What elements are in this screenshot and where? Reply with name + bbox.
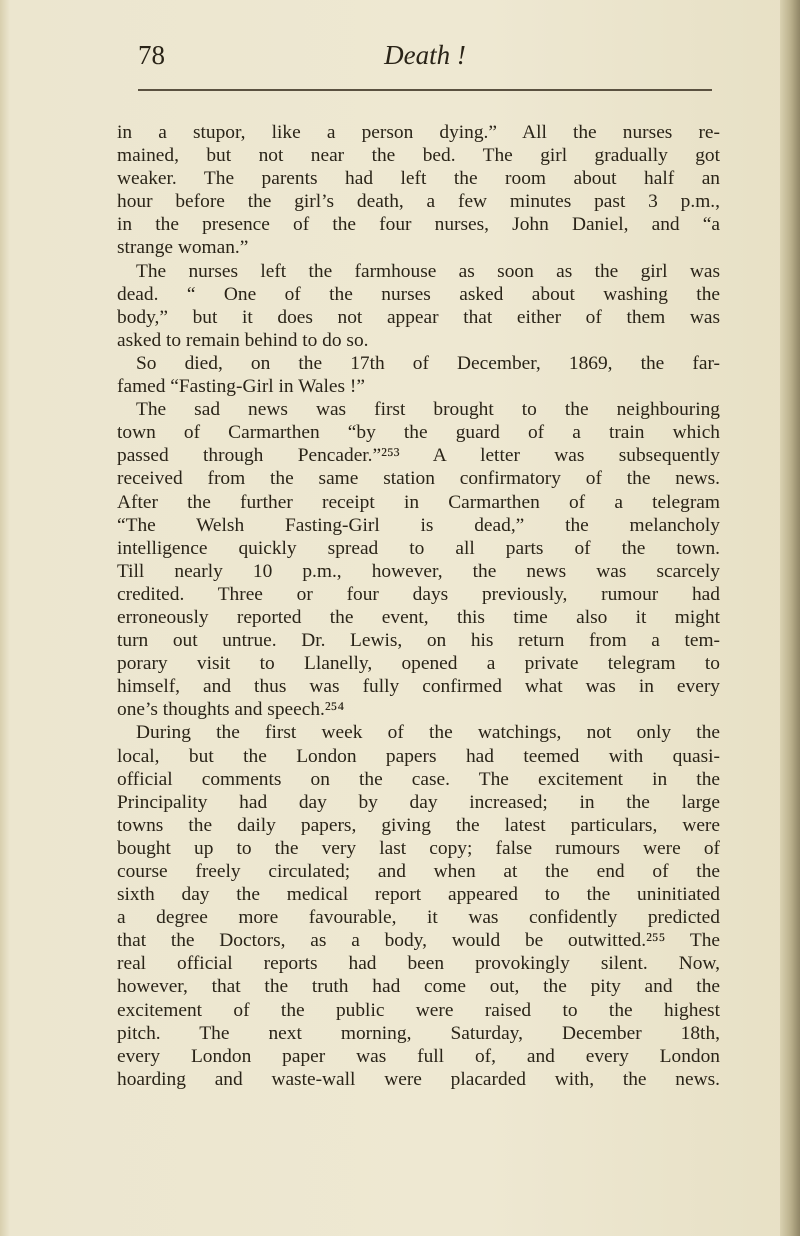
text-line: course freely circulated; and when at the end of the: [117, 861, 720, 882]
text-line: that the Doctors, as a body, would be outwitted.²⁵⁵ The: [117, 930, 720, 952]
text-line: erroneously reported the event, this time also it might: [117, 606, 720, 628]
text-line: one’s thoughts and speech.²⁵⁴: [117, 699, 345, 721]
text-line: dead. “ One of the nurses asked about washing the: [117, 283, 720, 305]
text-line: The nurses left the farmhouse as soon as the girl was: [136, 260, 720, 282]
running-head: [138, 38, 712, 78]
page-gutter-shadow: [0, 0, 10, 1236]
text-line: Till nearly 10 p.m., however, the news was scarcely: [117, 560, 720, 582]
text-line: porary visit to Llanelly, opened a private telegram to: [117, 653, 720, 675]
text-line: bought up to the very last copy; false rumours were of: [117, 837, 720, 859]
text-line: Principality had day by day increased; in the large: [117, 791, 720, 813]
text-line: passed through Pencader.”²⁵³ A letter was subsequently: [117, 445, 720, 467]
text-line: official comments on the case. The excitement in the: [117, 768, 720, 790]
running-title: Death !: [384, 40, 466, 70]
text-line: The sad news was first brought to the neighbouring: [136, 399, 720, 421]
text-line: asked to remain behind to do so.: [117, 329, 369, 351]
text-line: excitement of the public were raised to the highest: [117, 999, 720, 1021]
text-line: himself, and thus was fully confirmed what was in every: [117, 676, 720, 698]
text-line: local, but the London papers had teemed with quasi-: [117, 745, 720, 767]
text-line: mained, but not near the bed. The girl gradually got: [117, 145, 720, 167]
text-line: famed “Fasting-Girl in Wales !”: [117, 376, 365, 398]
text-line: sixth day the medical report appeared to the uninitiated: [117, 884, 720, 906]
text-line: During the first week of the watchings, not only the: [136, 722, 720, 744]
text-line: every London paper was full of, and every London: [117, 1045, 720, 1067]
text-line: body,” but it does not appear that either of them was: [117, 306, 720, 328]
text-line: pitch. The next morning, Saturday, December 18th,: [117, 1022, 720, 1044]
text-line: turn out untrue. Dr. Lewis, on his return from a tem-: [117, 630, 720, 652]
body-text: [117, 121, 720, 1091]
text-line: a degree more favourable, it was confidently predicted: [117, 907, 720, 929]
text-line: credited. Three or four days previously, rumour had: [117, 583, 720, 605]
page-number: 78: [138, 40, 165, 70]
text-line: towns the daily papers, giving the latest particulars, were: [117, 814, 720, 836]
text-line: in a stupor, like a person dying.” All the nurses re-: [117, 122, 720, 143]
page-edge-shadow: [780, 0, 800, 1236]
text-line: “The Welsh Fasting-Girl is dead,” the melancholy: [117, 514, 720, 536]
text-line: hour before the girl’s death, a few minutes past 3 p.m.,: [117, 191, 720, 213]
header-rule: [138, 89, 712, 91]
text-line: intelligence quickly spread to all parts of the town.: [117, 537, 720, 559]
text-line: So died, on the 17th of December, 1869, the far-: [136, 352, 720, 374]
text-line: however, that the truth had come out, the pity and the: [117, 976, 720, 998]
text-line: real official reports had been provokingly silent. Now,: [117, 953, 720, 975]
text-line: hoarding and waste-wall were placarded with, the news.: [117, 1068, 720, 1090]
text-line: received from the same station confirmatory of the news.: [117, 468, 720, 490]
text-line: in the presence of the four nurses, John Daniel, and “a: [117, 214, 720, 236]
text-line: town of Carmarthen “by the guard of a train which: [117, 422, 720, 444]
text-line: strange woman.”: [117, 237, 249, 259]
text-line: After the further receipt in Carmarthen of a telegram: [117, 491, 720, 513]
text-line: weaker. The parents had left the room about half an: [117, 168, 720, 190]
